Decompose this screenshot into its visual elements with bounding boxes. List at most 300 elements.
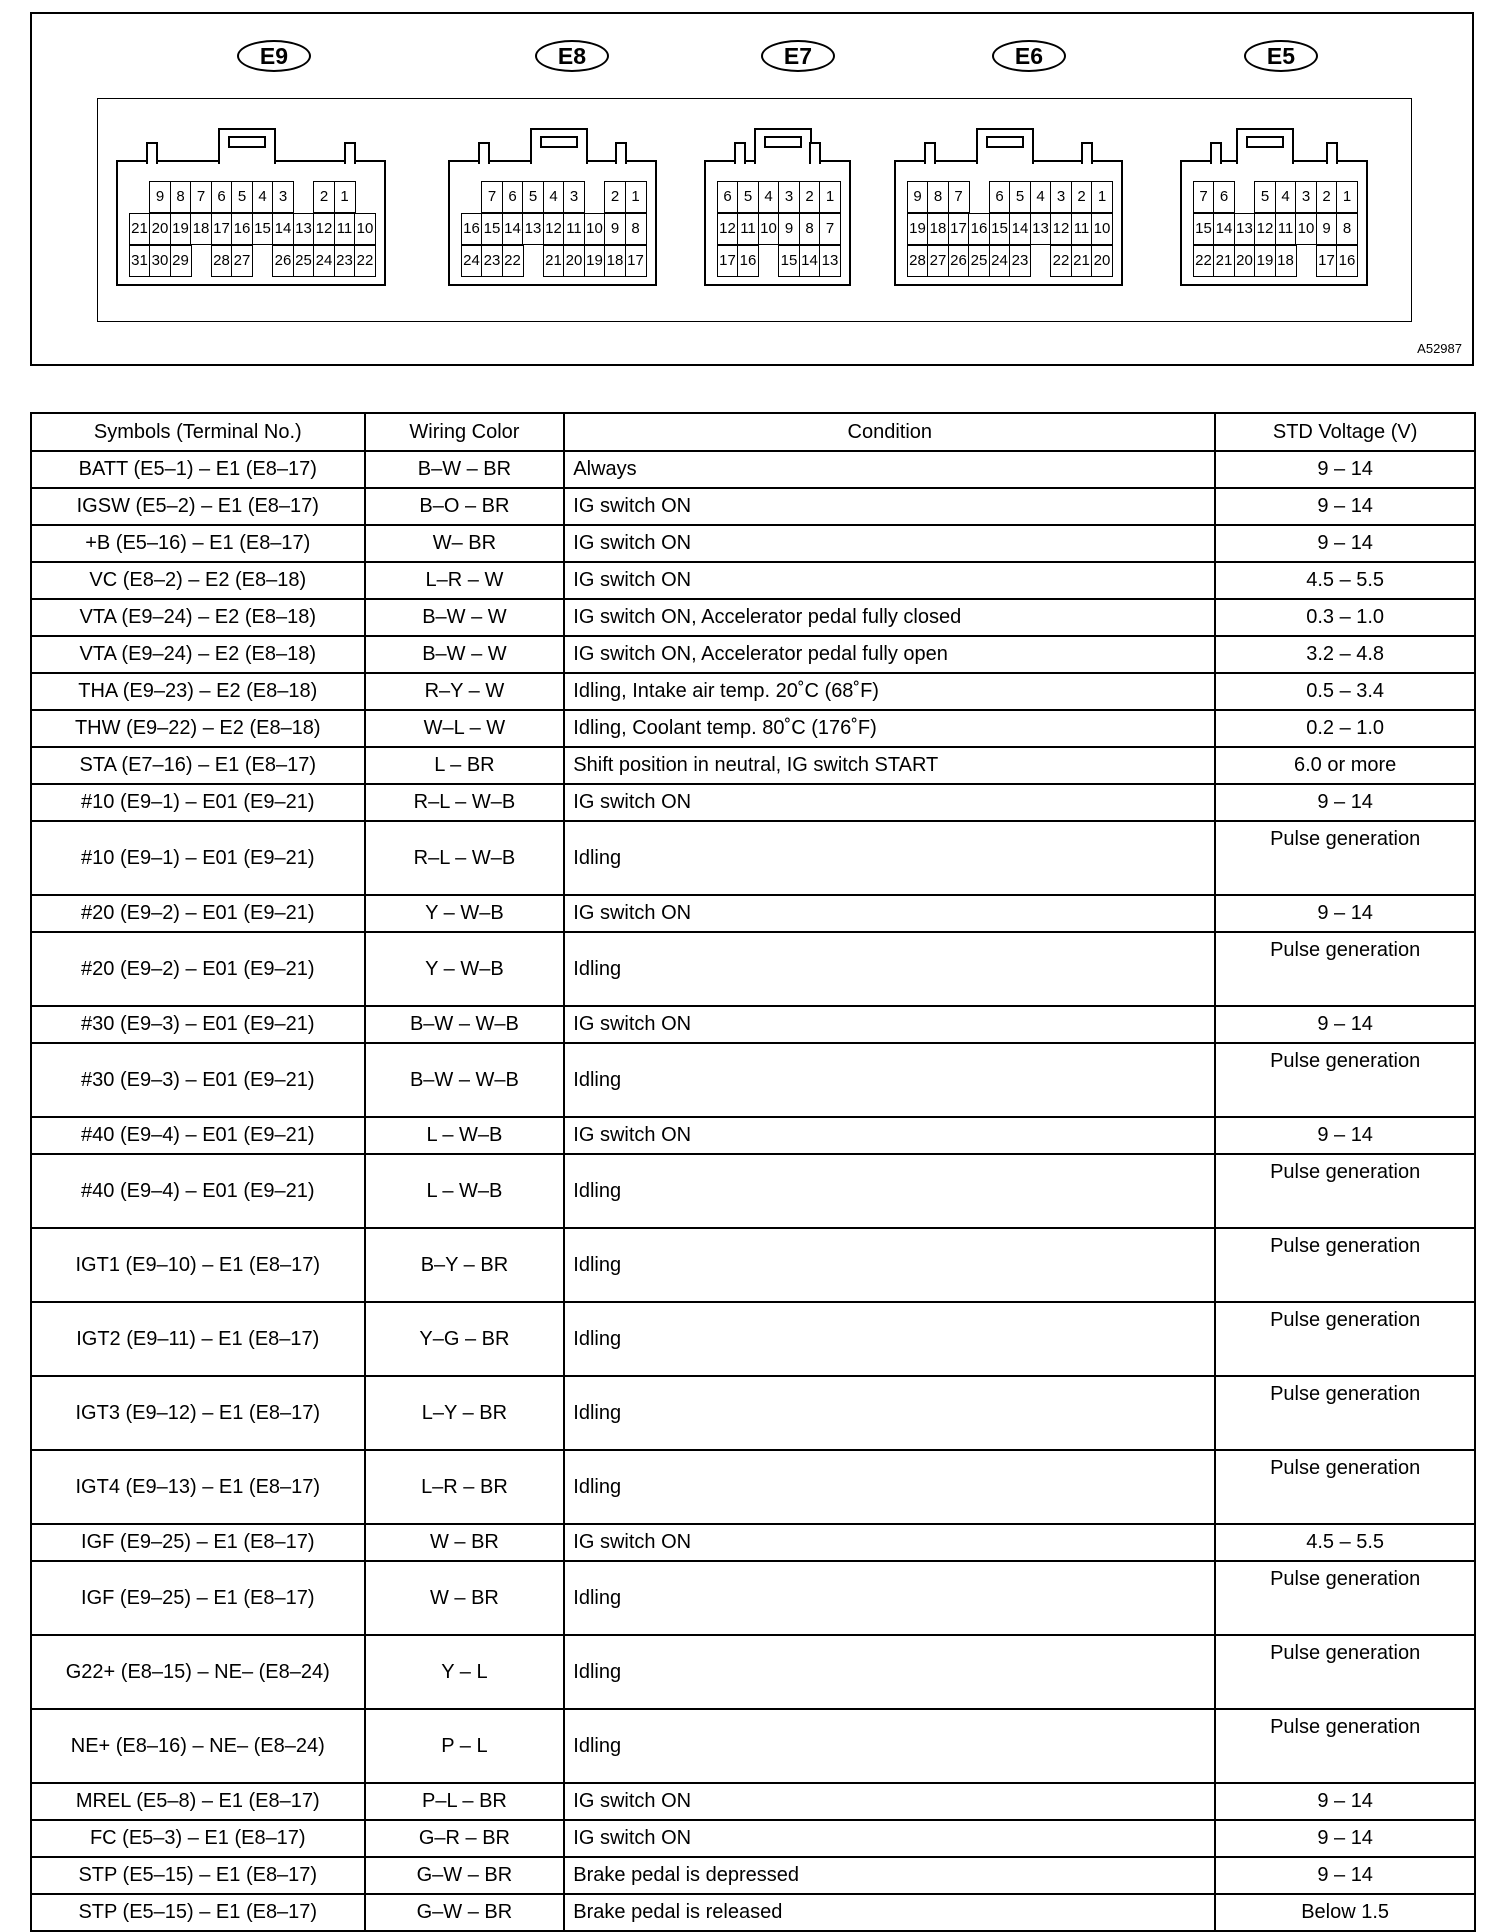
pin-cell: 3 bbox=[563, 181, 585, 213]
pin-cell: 1 bbox=[1336, 181, 1358, 213]
cell-std-voltage: 0.2 – 1.0 bbox=[1215, 710, 1475, 747]
connector-guide-left bbox=[734, 142, 746, 164]
pin-cell: 11 bbox=[334, 213, 356, 245]
pin-cell: 27 bbox=[231, 245, 253, 277]
pin-cell: 12 bbox=[543, 213, 565, 245]
cell-symbol: STA (E7–16) – E1 (E8–17) bbox=[31, 747, 365, 784]
pin-cell: 22 bbox=[502, 245, 524, 277]
cell-wiring-color: G–R – BR bbox=[365, 1820, 565, 1857]
connector-guide-right bbox=[1326, 142, 1338, 164]
cell-condition: IG switch ON bbox=[564, 1117, 1215, 1154]
connector-lock-tab bbox=[530, 128, 588, 164]
cell-symbol: #10 (E9–1) – E01 (E9–21) bbox=[31, 821, 365, 895]
table-row bbox=[31, 1043, 1475, 1117]
pin-cell: 2 bbox=[313, 181, 335, 213]
pin-cell: 2 bbox=[1071, 181, 1093, 213]
pin-blank bbox=[584, 181, 606, 213]
cell-wiring-color: W – BR bbox=[365, 1561, 565, 1635]
cell-condition: IG switch ON bbox=[564, 562, 1215, 599]
cell-std-voltage: 9 – 14 bbox=[1215, 1857, 1475, 1894]
cell-condition: IG switch ON bbox=[564, 895, 1215, 932]
cell-wiring-color: W–L – W bbox=[365, 710, 565, 747]
pin-cell: 7 bbox=[1193, 181, 1215, 213]
table-row bbox=[31, 1450, 1475, 1524]
cell-wiring-color: Y – W–B bbox=[365, 932, 565, 1006]
cell-wiring-color: B–W – W–B bbox=[365, 1043, 565, 1117]
cell-condition: Idling bbox=[564, 821, 1215, 895]
voltage-table bbox=[30, 412, 1476, 1932]
table-row bbox=[31, 525, 1475, 562]
cell-wiring-color: L – BR bbox=[365, 747, 565, 784]
pin-cell: 5 bbox=[1009, 181, 1031, 213]
cell-std-voltage: Pulse generation bbox=[1215, 1709, 1475, 1783]
pin-cell: 9 bbox=[778, 213, 800, 245]
pin-cell: 13 bbox=[522, 213, 544, 245]
pin-row bbox=[718, 246, 841, 278]
pin-cell: 9 bbox=[1316, 213, 1338, 245]
pin-cell: 19 bbox=[907, 213, 929, 245]
cell-symbol: IGSW (E5–2) – E1 (E8–17) bbox=[31, 488, 365, 525]
pin-row bbox=[908, 214, 1113, 246]
table-row bbox=[31, 599, 1475, 636]
cell-condition: Idling bbox=[564, 1302, 1215, 1376]
connector-label-e7: E7 bbox=[761, 40, 835, 72]
pin-cell: 11 bbox=[737, 213, 759, 245]
table-row bbox=[31, 1524, 1475, 1561]
cell-std-voltage: Pulse generation bbox=[1215, 1302, 1475, 1376]
cell-symbol: STP (E5–15) – E1 (E8–17) bbox=[31, 1894, 365, 1931]
connector-e5 bbox=[1180, 160, 1368, 286]
table-row bbox=[31, 1894, 1475, 1931]
cell-wiring-color: B–W – BR bbox=[365, 451, 565, 488]
connector-guide-left bbox=[478, 142, 490, 164]
pin-cell: 7 bbox=[190, 181, 212, 213]
pin-cell: 25 bbox=[968, 245, 990, 277]
cell-symbol: VTA (E9–24) – E2 (E8–18) bbox=[31, 599, 365, 636]
pin-cell: 29 bbox=[170, 245, 192, 277]
cell-condition: Idling, Coolant temp. 80˚C (176˚F) bbox=[564, 710, 1215, 747]
cell-wiring-color: Y–G – BR bbox=[365, 1302, 565, 1376]
cell-symbol: IGT4 (E9–13) – E1 (E8–17) bbox=[31, 1450, 365, 1524]
pin-row bbox=[718, 182, 841, 214]
pin-cell: 21 bbox=[1213, 245, 1235, 277]
cell-wiring-color: B–Y – BR bbox=[365, 1228, 565, 1302]
cell-condition: IG switch ON bbox=[564, 1524, 1215, 1561]
pin-blank bbox=[129, 181, 151, 213]
cell-condition: Idling bbox=[564, 1635, 1215, 1709]
pin-cell: 6 bbox=[211, 181, 233, 213]
pin-cell: 21 bbox=[129, 213, 151, 245]
cell-wiring-color: L – W–B bbox=[365, 1154, 565, 1228]
table-row bbox=[31, 747, 1475, 784]
header-std-voltage: STD Voltage (V) bbox=[1215, 413, 1475, 451]
pin-blank bbox=[354, 181, 376, 213]
pin-cell: 2 bbox=[799, 181, 821, 213]
cell-wiring-color: B–W – W bbox=[365, 599, 565, 636]
cell-std-voltage: Below 1.5 bbox=[1215, 1894, 1475, 1931]
table-row bbox=[31, 562, 1475, 599]
table-row bbox=[31, 636, 1475, 673]
table-row bbox=[31, 1561, 1475, 1635]
pin-cell: 10 bbox=[354, 213, 376, 245]
cell-std-voltage: 9 – 14 bbox=[1215, 1820, 1475, 1857]
pin-cell: 17 bbox=[717, 245, 739, 277]
pin-cell: 11 bbox=[563, 213, 585, 245]
connector-guide-right bbox=[809, 142, 821, 164]
cell-std-voltage: 9 – 14 bbox=[1215, 1006, 1475, 1043]
table-row bbox=[31, 1709, 1475, 1783]
pin-cell: 26 bbox=[948, 245, 970, 277]
pin-cell: 13 bbox=[1030, 213, 1052, 245]
connector-e7 bbox=[704, 160, 851, 286]
table-row bbox=[31, 1154, 1475, 1228]
cell-symbol: BATT (E5–1) – E1 (E8–17) bbox=[31, 451, 365, 488]
pin-cell: 26 bbox=[272, 245, 294, 277]
pin-cell: 7 bbox=[948, 181, 970, 213]
table-row bbox=[31, 1228, 1475, 1302]
pin-row bbox=[1194, 214, 1358, 246]
pin-cell: 18 bbox=[927, 213, 949, 245]
pin-cell: 10 bbox=[758, 213, 780, 245]
cell-wiring-color: L–R – BR bbox=[365, 1450, 565, 1524]
cell-std-voltage: 4.5 – 5.5 bbox=[1215, 562, 1475, 599]
cell-std-voltage: 9 – 14 bbox=[1215, 451, 1475, 488]
cell-std-voltage: 0.5 – 3.4 bbox=[1215, 673, 1475, 710]
cell-std-voltage: Pulse generation bbox=[1215, 1635, 1475, 1709]
pin-blank bbox=[1030, 245, 1052, 277]
header-wiring-color: Wiring Color bbox=[365, 413, 565, 451]
pin-cell: 13 bbox=[293, 213, 315, 245]
table-row bbox=[31, 1820, 1475, 1857]
pin-blank bbox=[461, 181, 483, 213]
cell-condition: IG switch ON bbox=[564, 525, 1215, 562]
cell-symbol: NE+ (E8–16) – NE– (E8–24) bbox=[31, 1709, 365, 1783]
cell-std-voltage: 9 – 14 bbox=[1215, 525, 1475, 562]
cell-symbol: IGT1 (E9–10) – E1 (E8–17) bbox=[31, 1228, 365, 1302]
cell-symbol: G22+ (E8–15) – NE– (E8–24) bbox=[31, 1635, 365, 1709]
pin-cell: 21 bbox=[1071, 245, 1093, 277]
cell-symbol: #30 (E9–3) – E01 (E9–21) bbox=[31, 1043, 365, 1117]
cell-symbol: VC (E8–2) – E2 (E8–18) bbox=[31, 562, 365, 599]
pin-cell: 5 bbox=[231, 181, 253, 213]
connector-lock-tab bbox=[754, 128, 812, 164]
pin-cell: 10 bbox=[584, 213, 606, 245]
pin-cell: 20 bbox=[563, 245, 585, 277]
lock-slot bbox=[540, 136, 578, 148]
pin-cell: 17 bbox=[948, 213, 970, 245]
connector-label-e5: E5 bbox=[1244, 40, 1318, 72]
table-row bbox=[31, 1302, 1475, 1376]
cell-symbol: IGT2 (E9–11) – E1 (E8–17) bbox=[31, 1302, 365, 1376]
pin-cell: 15 bbox=[778, 245, 800, 277]
pin-cell: 24 bbox=[313, 245, 335, 277]
cell-condition: Idling, Intake air temp. 20˚C (68˚F) bbox=[564, 673, 1215, 710]
cell-std-voltage: Pulse generation bbox=[1215, 1154, 1475, 1228]
pin-cell: 19 bbox=[584, 245, 606, 277]
cell-std-voltage: Pulse generation bbox=[1215, 1561, 1475, 1635]
table-row bbox=[31, 451, 1475, 488]
pin-cell: 16 bbox=[968, 213, 990, 245]
pin-cell: 15 bbox=[989, 213, 1011, 245]
cell-std-voltage: Pulse generation bbox=[1215, 932, 1475, 1006]
cell-symbol: STP (E5–15) – E1 (E8–17) bbox=[31, 1857, 365, 1894]
cell-condition: Idling bbox=[564, 1228, 1215, 1302]
pin-cell: 17 bbox=[211, 213, 233, 245]
cell-std-voltage: Pulse generation bbox=[1215, 1376, 1475, 1450]
pin-cell: 5 bbox=[737, 181, 759, 213]
pin-row bbox=[130, 214, 376, 246]
pin-blank bbox=[1234, 181, 1256, 213]
pin-cell: 23 bbox=[481, 245, 503, 277]
cell-wiring-color: Y – W–B bbox=[365, 895, 565, 932]
connector-lock-tab bbox=[1236, 128, 1294, 164]
pin-cell: 14 bbox=[1213, 213, 1235, 245]
pin-cell: 10 bbox=[1295, 213, 1317, 245]
cell-wiring-color: W – BR bbox=[365, 1524, 565, 1561]
cell-wiring-color: G–W – BR bbox=[365, 1857, 565, 1894]
cell-wiring-color: P–L – BR bbox=[365, 1783, 565, 1820]
pin-cell: 30 bbox=[149, 245, 171, 277]
pin-cell: 24 bbox=[989, 245, 1011, 277]
table-row bbox=[31, 673, 1475, 710]
cell-symbol: #20 (E9–2) – E01 (E9–21) bbox=[31, 895, 365, 932]
cell-std-voltage: Pulse generation bbox=[1215, 1450, 1475, 1524]
cell-symbol: #40 (E9–4) – E01 (E9–21) bbox=[31, 1154, 365, 1228]
pin-cell: 8 bbox=[1336, 213, 1358, 245]
cell-condition: Always bbox=[564, 451, 1215, 488]
pin-cell: 8 bbox=[927, 181, 949, 213]
pin-cell: 4 bbox=[758, 181, 780, 213]
pin-cell: 1 bbox=[625, 181, 647, 213]
pin-row bbox=[462, 182, 647, 214]
cell-symbol: FC (E5–3) – E1 (E8–17) bbox=[31, 1820, 365, 1857]
cell-std-voltage: 3.2 – 4.8 bbox=[1215, 636, 1475, 673]
cell-wiring-color: W– BR bbox=[365, 525, 565, 562]
lock-slot bbox=[764, 136, 802, 148]
cell-wiring-color: R–L – W–B bbox=[365, 784, 565, 821]
pin-cell: 15 bbox=[481, 213, 503, 245]
header-condition: Condition bbox=[564, 413, 1215, 451]
connector-guide-left bbox=[146, 142, 158, 164]
connector-e6 bbox=[894, 160, 1123, 286]
pin-cell: 7 bbox=[481, 181, 503, 213]
pin-cell: 25 bbox=[293, 245, 315, 277]
pin-blank bbox=[522, 245, 544, 277]
pin-cell: 16 bbox=[231, 213, 253, 245]
cell-symbol: #40 (E9–4) – E01 (E9–21) bbox=[31, 1117, 365, 1154]
cell-symbol: THA (E9–23) – E2 (E8–18) bbox=[31, 673, 365, 710]
cell-condition: IG switch ON bbox=[564, 488, 1215, 525]
pin-row bbox=[908, 246, 1113, 278]
pin-cell: 14 bbox=[1009, 213, 1031, 245]
figure-code: A52987 bbox=[1417, 341, 1462, 356]
pin-cell: 1 bbox=[1091, 181, 1113, 213]
cell-std-voltage: Pulse generation bbox=[1215, 821, 1475, 895]
connector-label-e6: E6 bbox=[992, 40, 1066, 72]
cell-symbol: IGF (E9–25) – E1 (E8–17) bbox=[31, 1561, 365, 1635]
pin-cell: 4 bbox=[543, 181, 565, 213]
cell-condition: Idling bbox=[564, 1561, 1215, 1635]
pin-cell: 3 bbox=[1295, 181, 1317, 213]
pin-cell: 10 bbox=[1091, 213, 1113, 245]
pin-cell: 3 bbox=[1050, 181, 1072, 213]
pin-cell: 9 bbox=[604, 213, 626, 245]
cell-condition: IG switch ON, Accelerator pedal fully open bbox=[564, 636, 1215, 673]
table-row bbox=[31, 895, 1475, 932]
cell-condition: IG switch ON, Accelerator pedal fully closed bbox=[564, 599, 1215, 636]
pin-cell: 16 bbox=[737, 245, 759, 277]
pin-cell: 6 bbox=[989, 181, 1011, 213]
connector-diagram bbox=[30, 12, 1474, 366]
pin-cell: 27 bbox=[927, 245, 949, 277]
pin-cell: 6 bbox=[717, 181, 739, 213]
pin-cell: 20 bbox=[149, 213, 171, 245]
pin-cell: 18 bbox=[190, 213, 212, 245]
pin-cell: 3 bbox=[778, 181, 800, 213]
pin-cell: 9 bbox=[149, 181, 171, 213]
pin-cell: 17 bbox=[625, 245, 647, 277]
cell-symbol: #10 (E9–1) – E01 (E9–21) bbox=[31, 784, 365, 821]
connector-guide-right bbox=[615, 142, 627, 164]
pin-cell: 21 bbox=[543, 245, 565, 277]
table-row bbox=[31, 710, 1475, 747]
pin-cell: 5 bbox=[1254, 181, 1276, 213]
table-row bbox=[31, 488, 1475, 525]
cell-std-voltage: 0.3 – 1.0 bbox=[1215, 599, 1475, 636]
table-row bbox=[31, 1006, 1475, 1043]
cell-symbol: #30 (E9–3) – E01 (E9–21) bbox=[31, 1006, 365, 1043]
cell-wiring-color: P – L bbox=[365, 1709, 565, 1783]
pin-cell: 28 bbox=[211, 245, 233, 277]
lock-slot bbox=[1246, 136, 1284, 148]
connector-e9 bbox=[116, 160, 386, 286]
cell-symbol: IGF (E9–25) – E1 (E8–17) bbox=[31, 1524, 365, 1561]
pin-cell: 1 bbox=[819, 181, 841, 213]
pin-cell: 20 bbox=[1091, 245, 1113, 277]
pin-cell: 8 bbox=[625, 213, 647, 245]
cell-wiring-color: L–Y – BR bbox=[365, 1376, 565, 1450]
connector-guide-left bbox=[924, 142, 936, 164]
pin-row bbox=[462, 246, 647, 278]
pin-cell: 17 bbox=[1316, 245, 1338, 277]
cell-wiring-color: Y – L bbox=[365, 1635, 565, 1709]
pin-cell: 24 bbox=[461, 245, 483, 277]
cell-condition: Idling bbox=[564, 1709, 1215, 1783]
cell-symbol: #20 (E9–2) – E01 (E9–21) bbox=[31, 932, 365, 1006]
cell-wiring-color: B–W – W–B bbox=[365, 1006, 565, 1043]
pin-row bbox=[718, 214, 841, 246]
table-row bbox=[31, 1117, 1475, 1154]
pin-cell: 15 bbox=[1193, 213, 1215, 245]
connector-e8 bbox=[448, 160, 657, 286]
pin-row bbox=[908, 182, 1113, 214]
cell-condition: Idling bbox=[564, 1450, 1215, 1524]
pin-cell: 11 bbox=[1071, 213, 1093, 245]
connector-lock-tab bbox=[976, 128, 1034, 164]
pin-cell: 19 bbox=[170, 213, 192, 245]
pin-blank bbox=[252, 245, 274, 277]
cell-std-voltage: 9 – 14 bbox=[1215, 1783, 1475, 1820]
cell-condition: IG switch ON bbox=[564, 1783, 1215, 1820]
table-row bbox=[31, 1857, 1475, 1894]
pin-row bbox=[1194, 246, 1358, 278]
cell-condition: Idling bbox=[564, 1154, 1215, 1228]
pin-cell: 14 bbox=[502, 213, 524, 245]
cell-symbol: +B (E5–16) – E1 (E8–17) bbox=[31, 525, 365, 562]
pin-cell: 5 bbox=[522, 181, 544, 213]
cell-wiring-color: B–W – W bbox=[365, 636, 565, 673]
cell-wiring-color: G–W – BR bbox=[365, 1894, 565, 1931]
pin-cell: 12 bbox=[1050, 213, 1072, 245]
pin-blank bbox=[1295, 245, 1317, 277]
pin-cell: 6 bbox=[1213, 181, 1235, 213]
connector-guide-right bbox=[1081, 142, 1093, 164]
cell-wiring-color: R–Y – W bbox=[365, 673, 565, 710]
pin-cell: 16 bbox=[461, 213, 483, 245]
cell-condition: Brake pedal is released bbox=[564, 1894, 1215, 1931]
cell-std-voltage: 9 – 14 bbox=[1215, 1117, 1475, 1154]
cell-condition: IG switch ON bbox=[564, 1820, 1215, 1857]
table-header-row bbox=[31, 413, 1475, 451]
pin-cell: 12 bbox=[1254, 213, 1276, 245]
pin-cell: 4 bbox=[252, 181, 274, 213]
pin-cell: 1 bbox=[334, 181, 356, 213]
pin-cell: 22 bbox=[1050, 245, 1072, 277]
cell-std-voltage: 9 – 14 bbox=[1215, 895, 1475, 932]
lock-slot bbox=[986, 136, 1024, 148]
connector-lock-tab bbox=[218, 128, 276, 164]
connector-label-e9: E9 bbox=[237, 40, 311, 72]
cell-wiring-color: L – W–B bbox=[365, 1117, 565, 1154]
connector-guide-left bbox=[1210, 142, 1222, 164]
cell-condition: Idling bbox=[564, 1376, 1215, 1450]
pin-cell: 3 bbox=[272, 181, 294, 213]
pin-cell: 12 bbox=[313, 213, 335, 245]
pin-cell: 9 bbox=[907, 181, 929, 213]
pin-cell: 2 bbox=[604, 181, 626, 213]
pin-blank bbox=[968, 181, 990, 213]
pin-cell: 20 bbox=[1234, 245, 1256, 277]
pin-blank bbox=[293, 181, 315, 213]
cell-std-voltage: 4.5 – 5.5 bbox=[1215, 1524, 1475, 1561]
pin-row bbox=[1194, 182, 1358, 214]
pin-cell: 13 bbox=[819, 245, 841, 277]
cell-wiring-color: R–L – W–B bbox=[365, 821, 565, 895]
connector-label-e8: E8 bbox=[535, 40, 609, 72]
cell-condition: IG switch ON bbox=[564, 1006, 1215, 1043]
pin-cell: 8 bbox=[799, 213, 821, 245]
pin-cell: 6 bbox=[502, 181, 524, 213]
table-row bbox=[31, 932, 1475, 1006]
pin-cell: 7 bbox=[819, 213, 841, 245]
pin-blank bbox=[190, 245, 212, 277]
cell-condition: Shift position in neutral, IG switch START bbox=[564, 747, 1215, 784]
pin-cell: 13 bbox=[1234, 213, 1256, 245]
pin-cell: 31 bbox=[129, 245, 151, 277]
cell-condition: IG switch ON bbox=[564, 784, 1215, 821]
pin-cell: 4 bbox=[1030, 181, 1052, 213]
pin-cell: 14 bbox=[272, 213, 294, 245]
pin-row bbox=[130, 182, 376, 214]
pin-cell: 15 bbox=[252, 213, 274, 245]
cell-symbol: IGT3 (E9–12) – E1 (E8–17) bbox=[31, 1376, 365, 1450]
cell-symbol: THW (E9–22) – E2 (E8–18) bbox=[31, 710, 365, 747]
header-symbols: Symbols (Terminal No.) bbox=[31, 413, 365, 451]
table-row bbox=[31, 1635, 1475, 1709]
cell-std-voltage: Pulse generation bbox=[1215, 1043, 1475, 1117]
cell-condition: Idling bbox=[564, 1043, 1215, 1117]
pin-row bbox=[462, 214, 647, 246]
